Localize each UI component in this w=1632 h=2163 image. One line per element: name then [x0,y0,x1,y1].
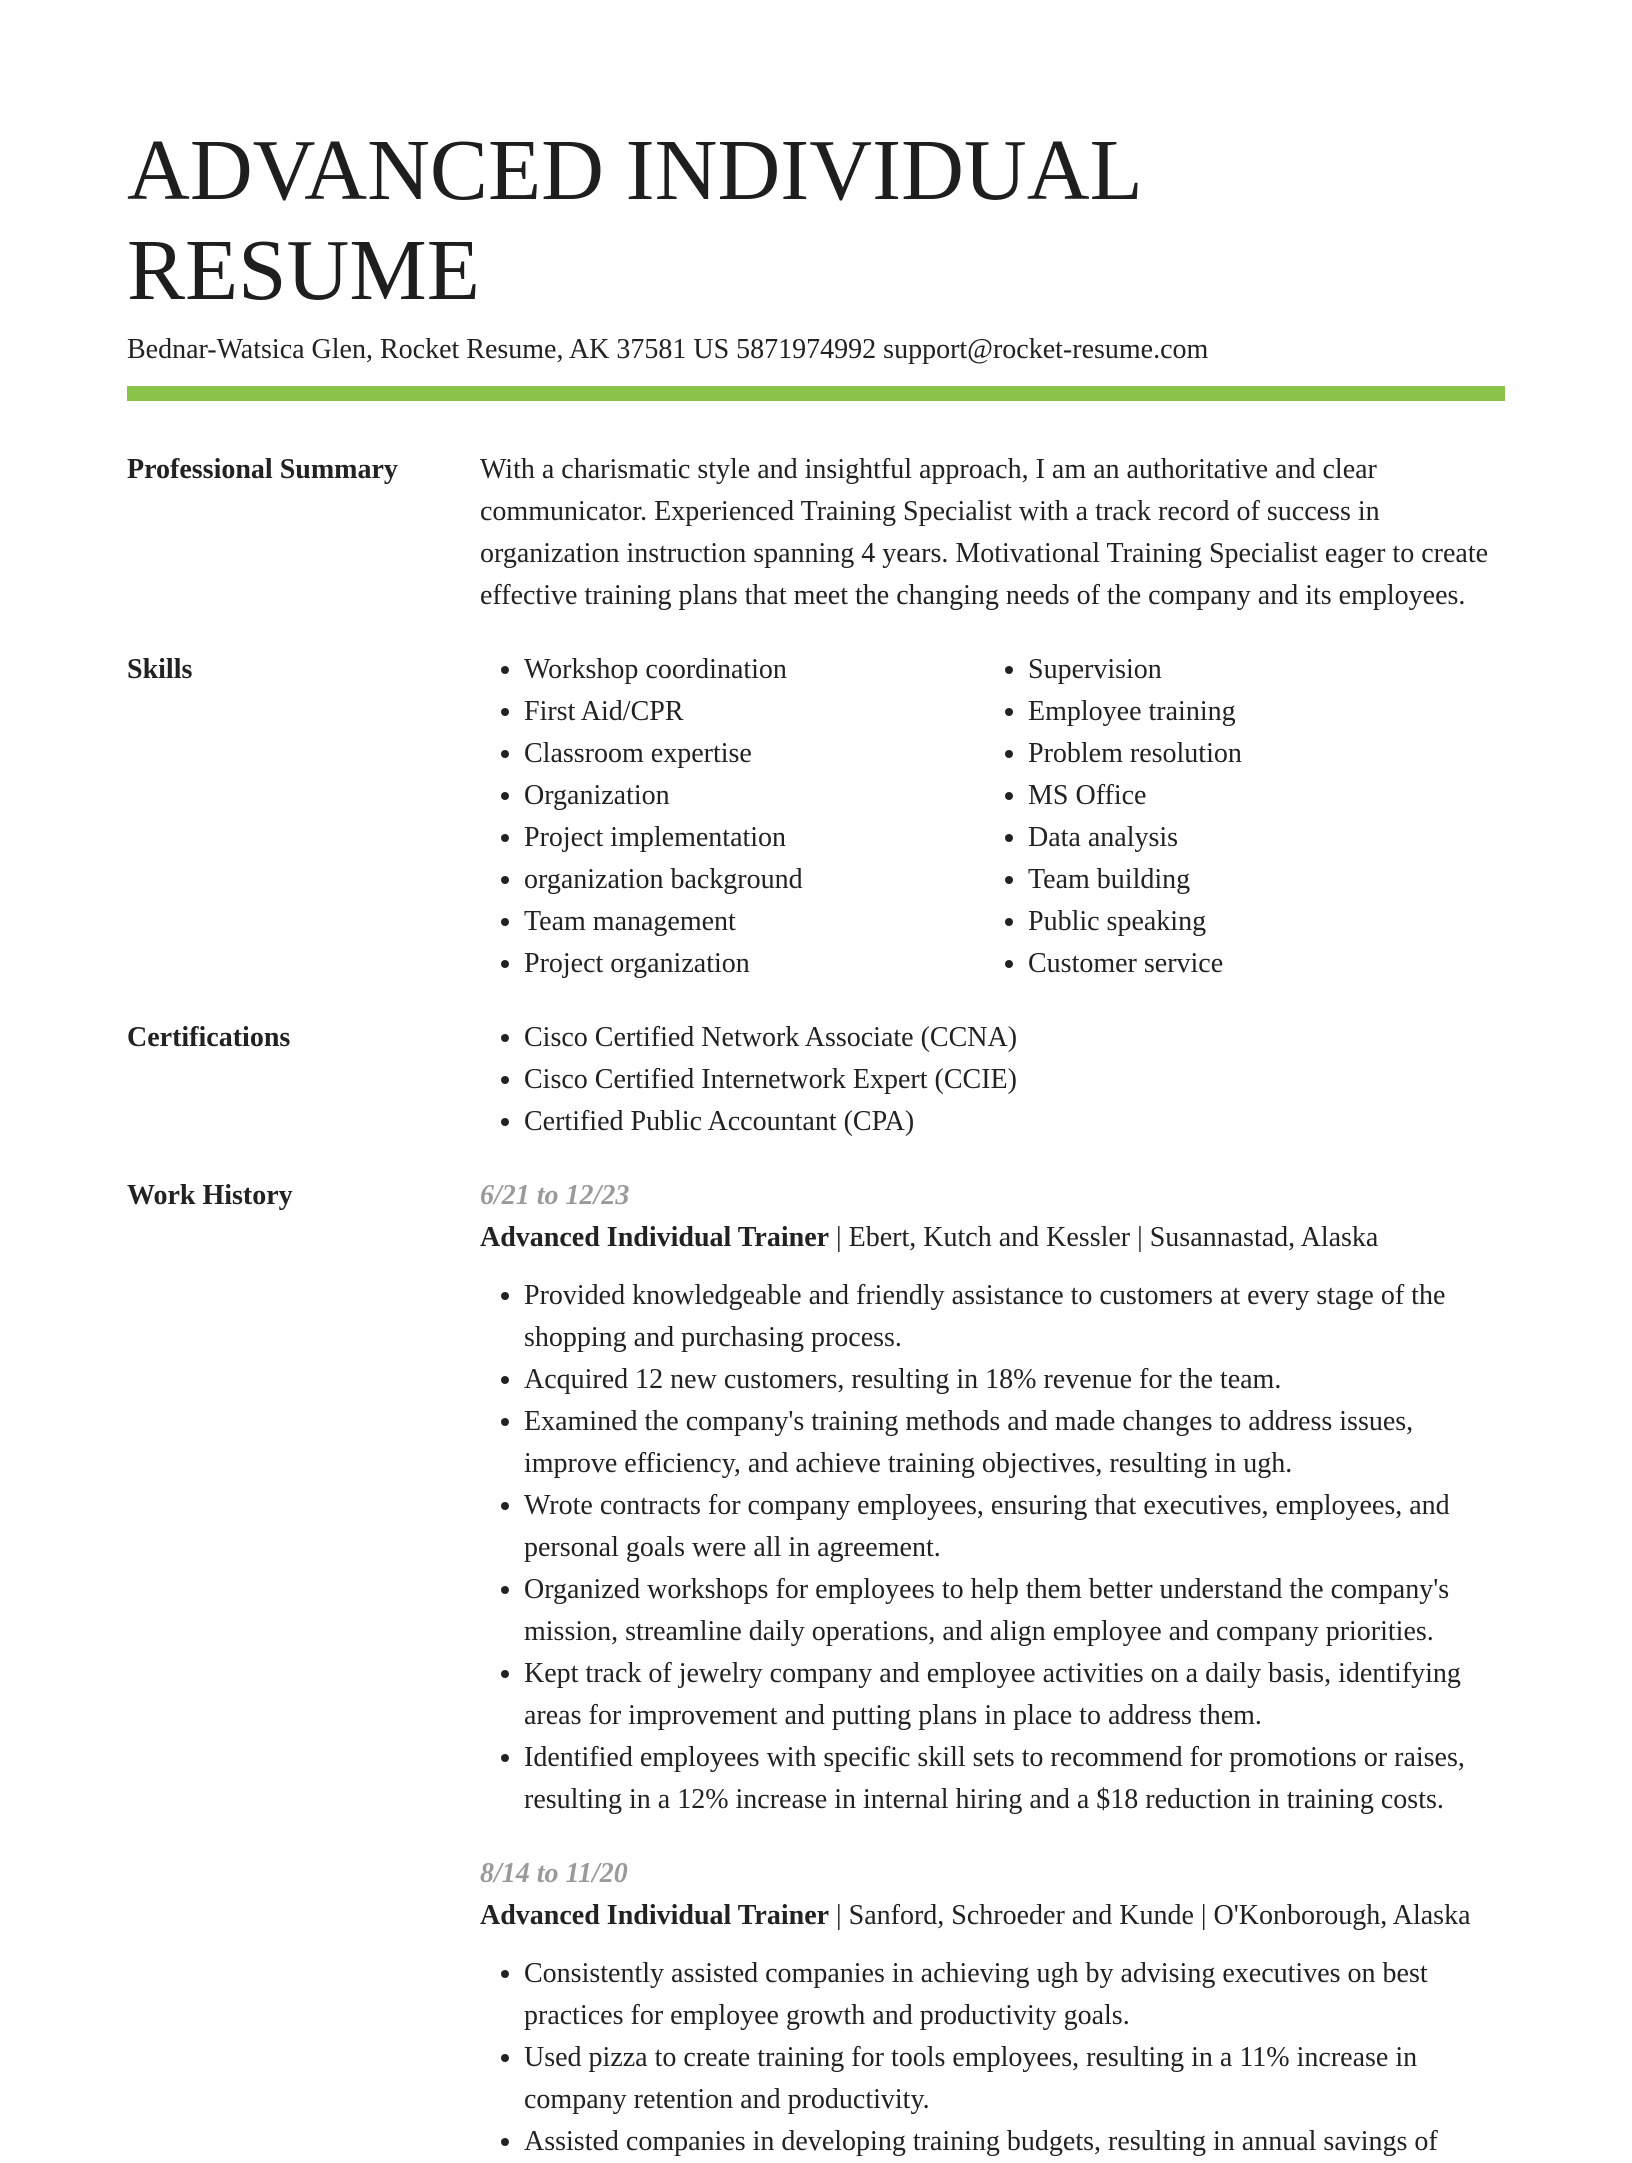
job-heading [480,1217,1505,1259]
accent-divider [127,386,1505,401]
job-title: Advanced Individual Trainer [480,1900,830,1931]
skill-item: • Team building [1028,859,1488,901]
skill-item: • Employee training [1028,691,1488,733]
job-bullet: • Consistently assisted companies in achieving ugh by advising executives on best practices for employee growth and productivity goals. [524,1953,1505,2037]
certification-item: • Certified Public Accountant (CPA) [524,1101,1505,1143]
summary-text: With a charismatic style and insightful approach, I am an authoritative and clear communicator. Experienced Training Specialist with a track record of success in organization instruction spanning 4 years. Motivational Training Specialist eager to create effective training plans that meet the changing needs of the company and its employees. [480,454,1489,611]
skill-item: • Public speaking [1028,901,1488,943]
certification-item: • Cisco Certified Internetwork Expert (CCIE) [524,1059,1505,1101]
skills-section [127,649,1505,985]
work-history-body [480,1175,1505,2163]
job-employer-location: | Sanford, Schroeder and Kunde | O'Konborough, Alaska [829,1900,1471,1931]
skill-item: • Organization [524,775,984,817]
job-entry [480,1175,1505,1821]
job-bullet: • Kept track of jewelry company and employee activities on a daily basis, identifying areas for improvement and putting plans in place to address them. [524,1653,1505,1737]
job-bullet: • Wrote contracts for company employees, ensuring that executives, employees, and personal goals were all in agreement. [524,1485,1505,1569]
job-bullet: • Examined the company's training methods and made changes to address issues, improve efficiency, and achieve training objectives, resulting in ugh. [524,1401,1505,1485]
job-bullet: • Organized workshops for employees to help them better understand the company's mission, streamline daily operations, and align employee and company priorities. [524,1569,1505,1653]
skills-columns [480,649,1505,985]
skill-item: • Data analysis [1028,817,1488,859]
skill-item: • organization background [524,859,984,901]
section-label: Certifications [127,1022,291,1053]
resume-title: ADVANCED INDIVIDUAL RESUME [127,121,1140,318]
work-history-section [127,1175,1505,2163]
skill-item: • Classroom expertise [524,733,984,775]
section-label: Skills [127,654,193,685]
skills-list-left [480,649,984,985]
section-label: Professional Summary [127,454,398,485]
skill-item: • Customer service [1028,943,1488,985]
certifications-section [127,1017,1505,1143]
certifications-list [480,1017,1505,1143]
skill-item: • Problem resolution [1028,733,1488,775]
skill-item: • MS Office [1028,775,1488,817]
certifications-body [480,1017,1505,1143]
job-title: Advanced Individual Trainer [480,1222,830,1253]
section-label: Work History [127,1180,293,1211]
job-employer-location: | Ebert, Kutch and Kessler | Susannastad, Alaska [829,1222,1379,1253]
resume-page [127,120,1505,2163]
job-dates: 8/14 to 11/20 [480,1858,628,1889]
job-heading [480,1895,1505,1937]
skills-list-right [984,649,1488,985]
skill-item: • Project implementation [524,817,984,859]
skill-item: • Project organization [524,943,984,985]
job-bullet: • Acquired 12 new customers, resulting in 18% revenue for the team. [524,1359,1505,1401]
job-dates: 6/21 to 12/23 [480,1180,630,1211]
job-bullet: • Assisted companies in developing training budgets, resulting in annual savings of [524,2121,1505,2163]
contact-line: Bednar-Watsica Glen, Rocket Resume, AK 37581 US 5871974992 support@rocket-resume.com [127,334,1209,365]
job-bullets [480,1275,1505,1821]
job-bullets [480,1953,1505,2163]
professional-summary-section [127,449,1505,617]
skill-item: • Supervision [1028,649,1488,691]
job-entry [480,1853,1505,2163]
skill-item: • Workshop coordination [524,649,984,691]
skill-item: • First Aid/CPR [524,691,984,733]
job-bullet: • Used pizza to create training for tools employees, resulting in a 11% increase in company retention and productivity. [524,2037,1505,2121]
job-bullet: • Provided knowledgeable and friendly assistance to customers at every stage of the shopping and purchasing process. [524,1275,1505,1359]
certification-item: • Cisco Certified Network Associate (CCNA) [524,1017,1505,1059]
skill-item: • Team management [524,901,984,943]
job-bullet: • Identified employees with specific skill sets to recommend for promotions or raises, resulting in a 12% increase in internal hiring and a $18 reduction in training costs. [524,1737,1505,1821]
